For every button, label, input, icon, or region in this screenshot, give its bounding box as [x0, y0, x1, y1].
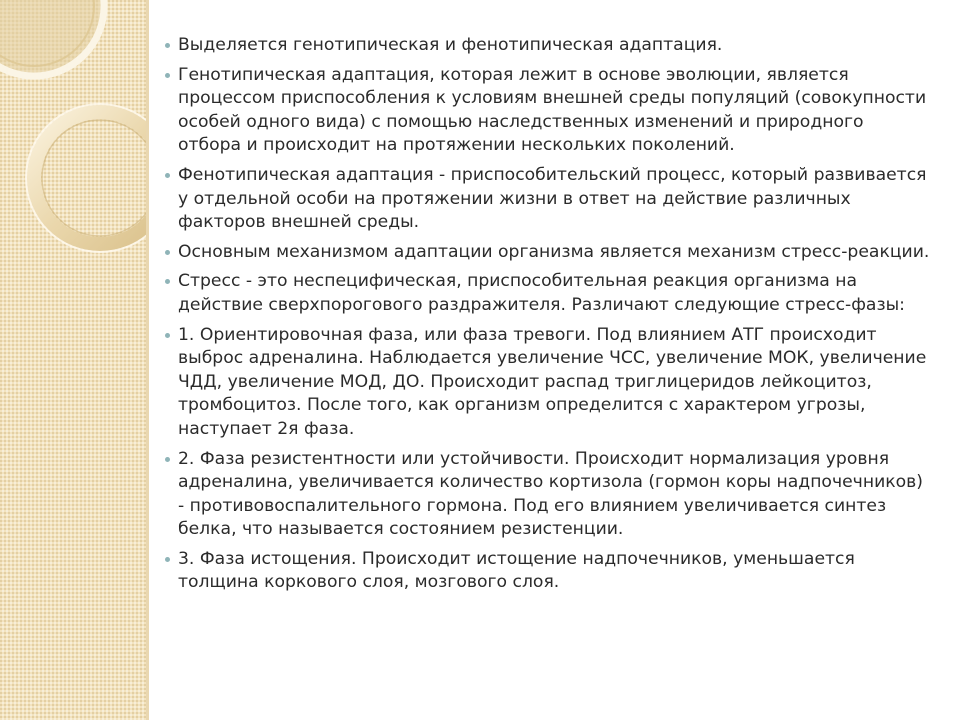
bullet-item — [162, 34, 932, 58]
bullet-item — [162, 241, 932, 265]
decorative-circles — [0, 0, 146, 720]
bullet-item — [162, 548, 932, 595]
bullet-text: 3. Фаза истощения. Происходит истощение надпочечников, уменьшается толщина коркового слоя, мозгового слоя. — [178, 548, 855, 593]
bullet-list — [162, 34, 932, 595]
bullet-dot-icon — [165, 457, 170, 462]
bullet-text: 1. Ориентировочная фаза, или фаза тревоги. Под влиянием АТГ происходит выброс адреналина. Наблюдается увеличение ЧСС, увеличение МОК, увеличение ЧДД, увеличение МОД, ДО. Происходит распад триглицеридов лейкоцитоз, тромбоцитоз. После того, как организм определится с характером угрозы, наступает 2я фаза. — [178, 324, 927, 439]
middle-ring — [26, 104, 146, 252]
top-ring — [0, 0, 104, 76]
bullet-text: Фенотипическая адаптация - приспособительский процесс, который развивается у отдельной особи на протяжении жизни в ответ на действие различных факторов внешней среды. — [178, 164, 927, 233]
bullet-item — [162, 270, 932, 317]
bullet-item — [162, 324, 932, 442]
bullet-dot-icon — [165, 250, 170, 255]
slide-content — [162, 34, 932, 601]
bullet-dot-icon — [165, 43, 170, 48]
bullet-text: Стресс - это неспецифическая, приспособительная реакция организма на действие сверхпорогового раздражителя. Различают следующие стресс-фазы: — [178, 271, 905, 315]
bullet-item — [162, 448, 932, 542]
bullet-dot-icon — [165, 279, 170, 284]
bullet-text: Выделяется генотипическая и фенотипическая адаптация. — [178, 35, 723, 55]
bullet-dot-icon — [165, 73, 170, 78]
bullet-text: 2. Фаза резистентности или устойчивости. Происходит нормализация уровня адреналина, увеличивается количество кортизола (гормон коры надпочечников) - противовоспалительного гормона. Под его влиянием увеличивается синтез белка, что называется состоянием резистенции. — [178, 448, 923, 540]
bullet-dot-icon — [165, 557, 170, 562]
bullet-item — [162, 64, 932, 158]
bullet-text: Генотипическая адаптация, которая лежит в основе эволюции, является процессом приспособления к условиям внешней среды популяций (совокупности особей одного вида) с помощью наследственных изменений и природного отбора и происходит на протяжении нескольких поколений. — [178, 64, 927, 156]
bullet-dot-icon — [165, 333, 170, 338]
bullet-dot-icon — [165, 173, 170, 178]
bullet-text: Основным механизмом адаптации организма является механизм стресс-реакции. — [178, 241, 930, 262]
side-panel-divider — [146, 0, 149, 720]
bullet-item — [162, 164, 932, 235]
